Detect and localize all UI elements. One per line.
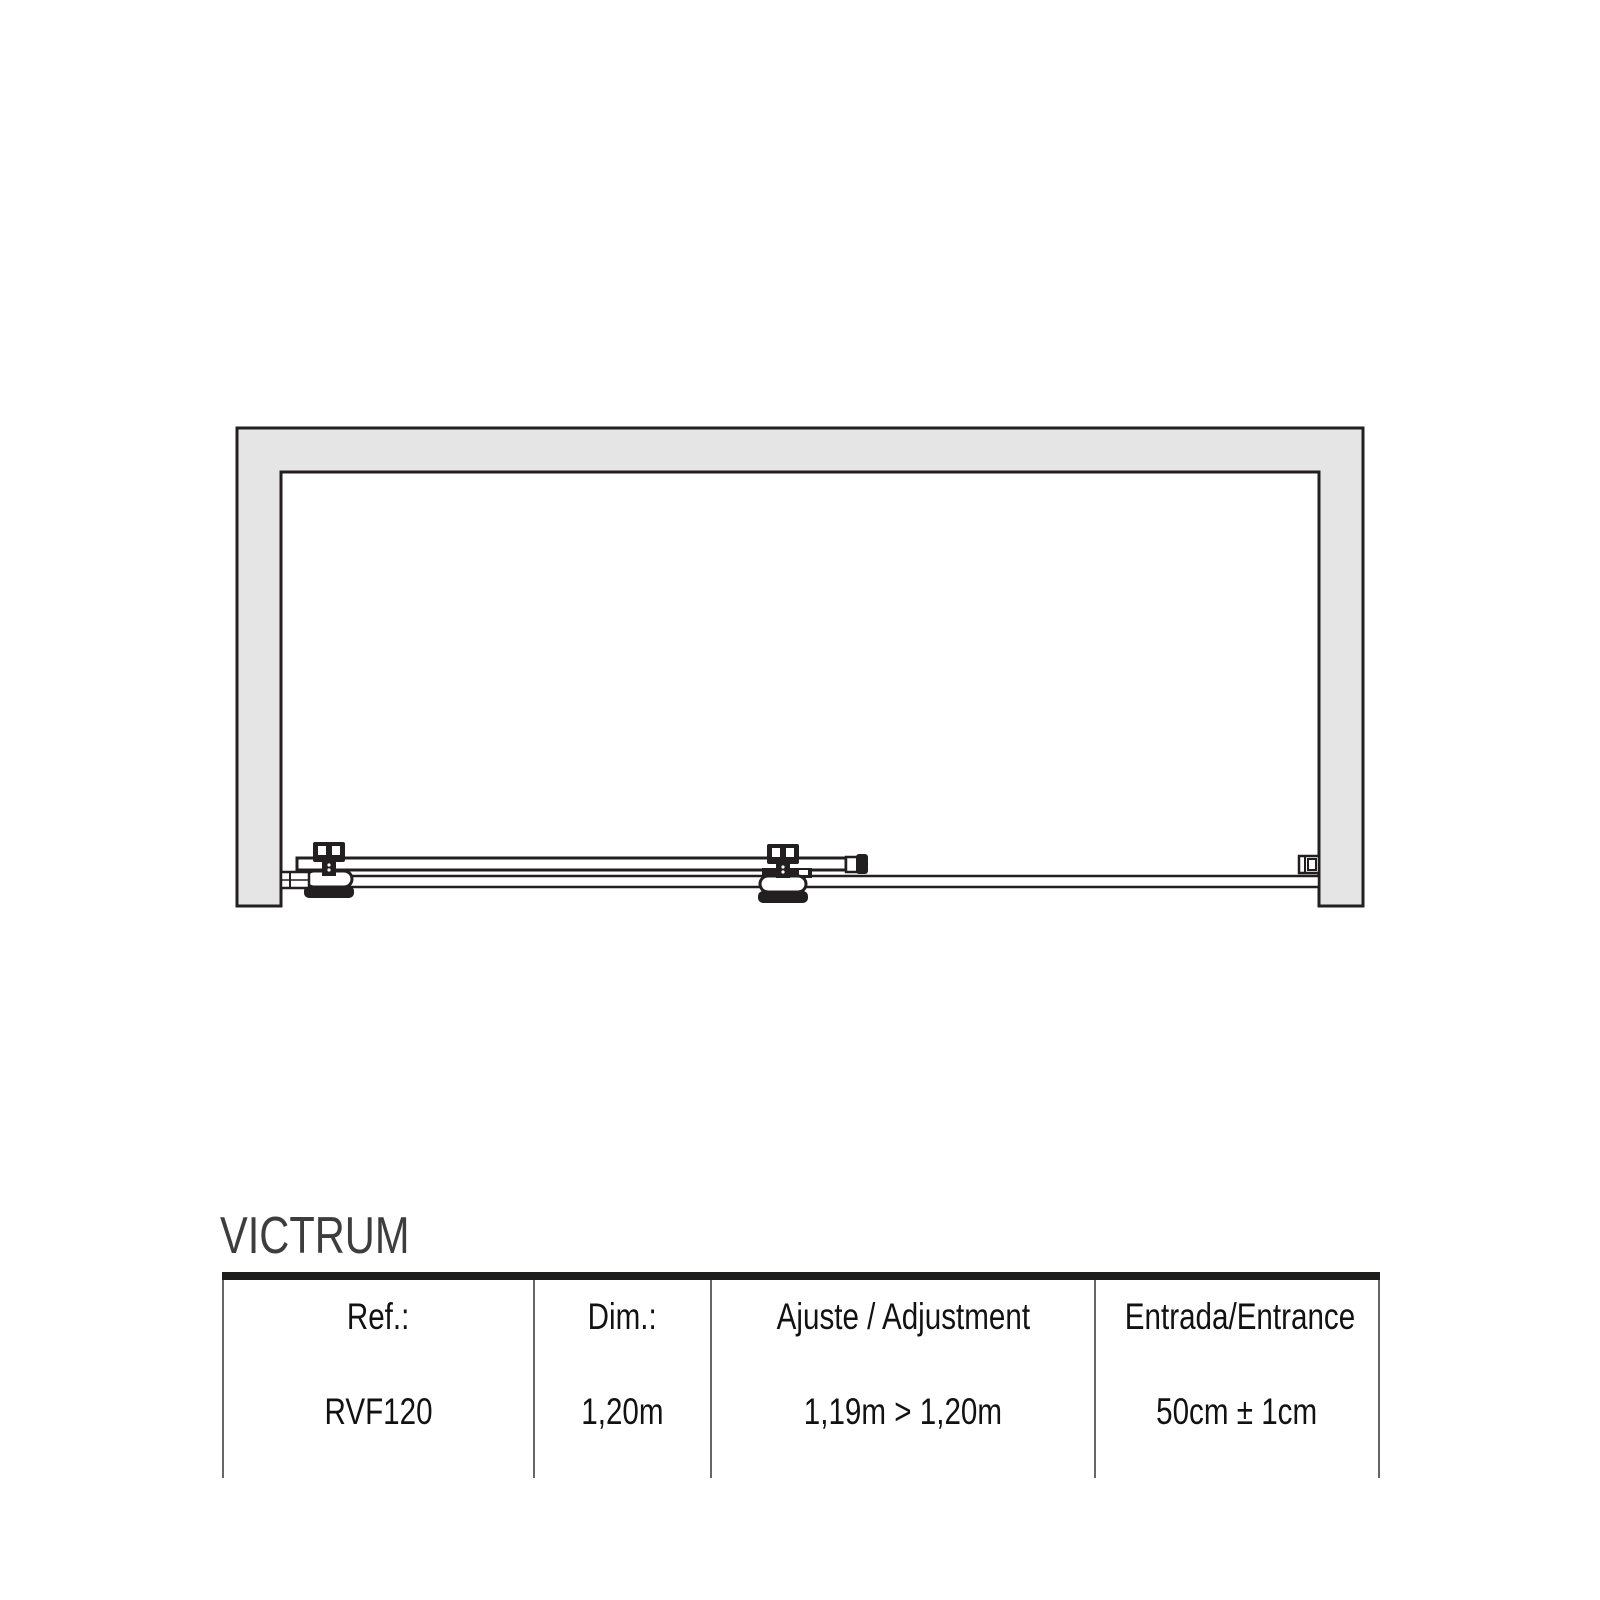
entrance-value-text: 50cm ± 1cm [1156, 1391, 1318, 1432]
wall-bracket-right [1299, 856, 1319, 873]
adjustment-value-cell [712, 1393, 1094, 1430]
dim-value-cell [535, 1393, 710, 1430]
door-handle-endcap [846, 854, 868, 874]
title-divider [222, 1272, 1380, 1280]
dim-value-text: 1,20m [581, 1391, 664, 1432]
column-header-adjustment [712, 1298, 1094, 1335]
spec-column-ref [222, 1280, 533, 1478]
entrance-value-cell [1096, 1393, 1378, 1430]
ref-value-cell [224, 1393, 533, 1430]
column-header-adjustment-text: Ajuste / Adjustment [776, 1296, 1030, 1337]
column-header-ref-text: Ref.: [347, 1296, 410, 1337]
roller-carriage-left [304, 842, 354, 898]
wall-profile-left [281, 872, 309, 888]
page-title [220, 1207, 457, 1265]
spec-column-adjustment [710, 1280, 1094, 1478]
ref-value-text: RVF120 [324, 1391, 433, 1432]
column-header-dim-text: Dim.: [587, 1296, 658, 1337]
spec-table [222, 1280, 1380, 1478]
roller-carriage-right [758, 844, 812, 903]
adjustment-value-text: 1,19m > 1,20m [803, 1391, 1003, 1432]
column-header-entrance-text: Entrada/Entrance [1124, 1296, 1356, 1337]
spec-column-entrance [1094, 1280, 1380, 1478]
column-header-dim [535, 1298, 710, 1335]
column-header-entrance [1096, 1298, 1378, 1335]
column-header-ref [224, 1298, 533, 1335]
wall-frame [237, 428, 1363, 906]
spec-column-dim [533, 1280, 710, 1478]
product-name-text: VICTRUM [220, 1207, 410, 1265]
